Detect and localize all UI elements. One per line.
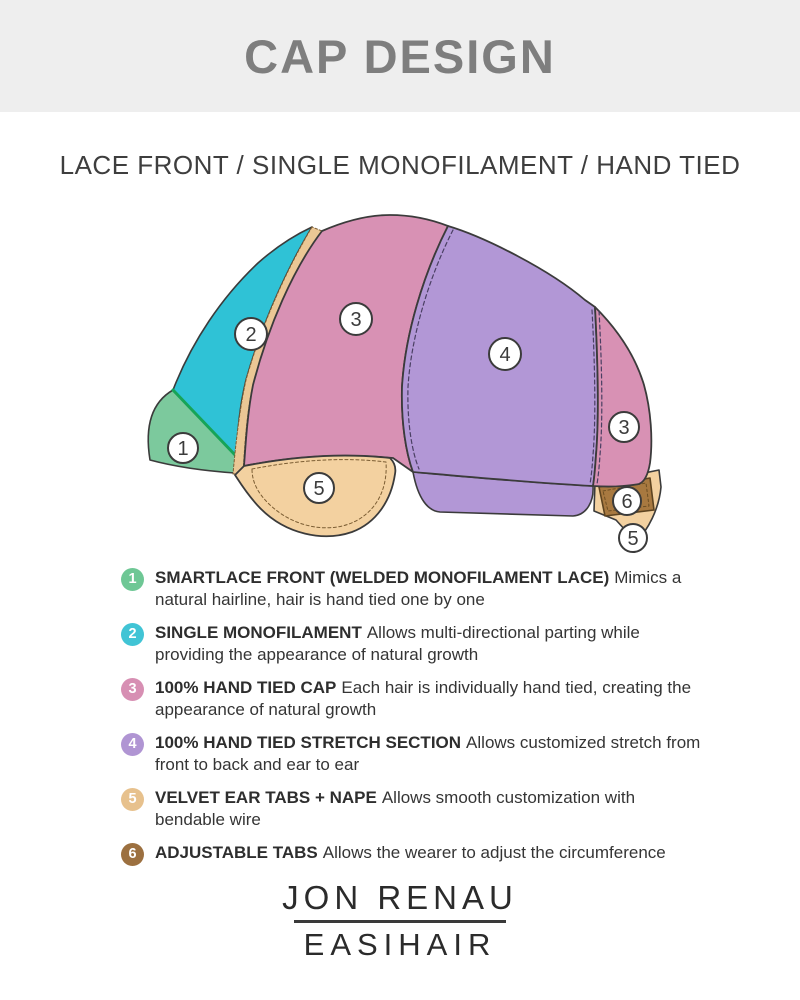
legend-item-description: Allows multi-directional parting while providing the appearance of natural growth bbox=[155, 623, 640, 664]
badge-6-label: 6 bbox=[621, 491, 633, 513]
legend-item-description: Each hair is individually hand tied, creating the appearance of natural growth bbox=[155, 678, 692, 719]
legend-item-text bbox=[155, 787, 703, 831]
legend-item-description: Mimics a natural hairline, hair is hand tied one by one bbox=[155, 568, 682, 609]
cap-diagram bbox=[140, 205, 680, 557]
legend-item-text bbox=[155, 842, 666, 864]
cap-type-subtitle: LACE FRONT / SINGLE MONOFILAMENT / HAND TIED bbox=[59, 150, 741, 180]
brand-name-easihair: EASIHAIR bbox=[303, 927, 497, 962]
legend-item-title: SMARTLACE FRONT (WELDED MONOFILAMENT LACE) bbox=[155, 568, 610, 587]
legend-item-title: 100% HAND TIED STRETCH SECTION bbox=[155, 733, 462, 752]
legend-item-smartlace-front bbox=[121, 567, 721, 611]
legend-item-title: ADJUSTABLE TABS bbox=[155, 843, 318, 862]
legend-item-title: SINGLE MONOFILAMENT bbox=[155, 623, 362, 642]
legend-item-description: Allows smooth customization with bendable wire bbox=[155, 788, 636, 829]
brand-logo bbox=[0, 879, 800, 963]
page-title: CAP DESIGN bbox=[244, 29, 556, 83]
legend-number-badge: 2 bbox=[121, 623, 144, 646]
legend-item-text bbox=[155, 567, 703, 611]
badge-2-label: 2 bbox=[245, 324, 257, 346]
legend-number-badge: 1 bbox=[121, 568, 144, 591]
legend-item-description: Allows the wearer to adjust the circumference bbox=[322, 843, 666, 862]
brand-divider-line bbox=[294, 920, 506, 923]
legend-item-stretch-section bbox=[121, 732, 721, 776]
legend-item-text bbox=[155, 677, 703, 721]
legend-number-badge: 5 bbox=[121, 788, 144, 811]
badge-1-label: 1 bbox=[177, 438, 189, 460]
brand-name-jon-renau: JON RENAU bbox=[282, 879, 518, 916]
legend-item-velvet-ear-tabs bbox=[121, 787, 721, 831]
legend-item-text bbox=[155, 622, 703, 666]
legend-item-adjustable-tabs bbox=[121, 842, 721, 866]
legend-item-single-monofilament bbox=[121, 622, 721, 666]
legend-number-badge: 6 bbox=[121, 843, 144, 866]
badge-4-label: 4 bbox=[499, 344, 511, 366]
legend-item-text bbox=[155, 732, 703, 776]
badge-5-front-label: 5 bbox=[313, 478, 325, 500]
badge-3-back-label: 3 bbox=[618, 417, 630, 439]
badge-3-front-label: 3 bbox=[350, 309, 362, 331]
header-banner bbox=[0, 0, 800, 112]
legend-item-title: VELVET EAR TABS + NAPE bbox=[155, 788, 377, 807]
badge-5-back-label: 5 bbox=[627, 528, 639, 550]
legend-number-badge: 3 bbox=[121, 678, 144, 701]
cap-diagram-svg bbox=[140, 205, 680, 557]
legend-item-title: 100% HAND TIED CAP bbox=[155, 678, 337, 697]
legend-item-description: Allows customized stretch from front to back and ear to ear bbox=[155, 733, 701, 774]
legend-number-badge: 4 bbox=[121, 733, 144, 756]
legend-item-hand-tied-cap bbox=[121, 677, 721, 721]
legend bbox=[121, 567, 721, 866]
